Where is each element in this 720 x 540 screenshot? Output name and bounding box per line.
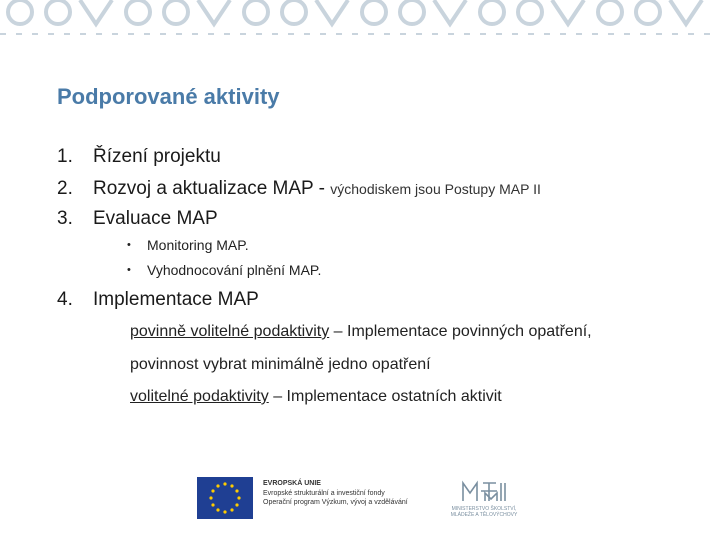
implementation-line [130, 388, 502, 406]
eu-stars [197, 477, 253, 519]
page-title: Podporované aktivity [57, 84, 280, 109]
list-item [57, 289, 259, 311]
list-item [57, 146, 221, 168]
list-label: Implementace MAP [93, 289, 259, 310]
sub-bullet [127, 237, 249, 253]
eu-flag-icon [197, 477, 253, 519]
header-pattern [0, 0, 720, 38]
list-label: Řízení projektu [93, 146, 221, 167]
implementation-text: povinnost vybrat minimálně jedno opatření [130, 356, 431, 373]
list-label: Evaluace MAP [93, 208, 218, 229]
sub-bullet-text: Monitoring MAP. [147, 237, 249, 253]
bullet-dot: • [127, 239, 131, 251]
eu-line: Evropské strukturální a investiční fondy [263, 489, 385, 497]
list-number: 2. [57, 178, 73, 199]
eu-line: Operační program Výzkum, vývoj a vzdělávání [263, 499, 408, 506]
sub-bullet [127, 262, 321, 278]
eu-text-block [263, 479, 408, 508]
eu-title: EVROPSKÁ UNIE [263, 480, 321, 487]
footer-logos [197, 476, 527, 520]
list-number: 3. [57, 208, 73, 229]
ministry-label: MINISTERSTVO ŠKOLSTVÍ, MLÁDEŽE A TĚLOVÝCHOVY [450, 506, 518, 518]
implementation-text: – Implementace ostatních aktivit [268, 388, 502, 405]
underlined-term: volitelné podaktivity [130, 388, 269, 405]
list-number: 1. [57, 146, 73, 167]
list-item [57, 208, 218, 230]
implementation-line [130, 356, 431, 374]
implementation-line [130, 323, 592, 341]
list-item [57, 178, 541, 200]
sub-bullet-text: Vyhodnocování plnění MAP. [147, 262, 322, 278]
list-label: Rozvoj a aktualizace MAP - [93, 178, 331, 199]
list-note: východiskem jsou Postupy MAP II [330, 181, 541, 197]
underlined-term: povinně volitelné podaktivity [130, 323, 330, 340]
bullet-dot: • [127, 264, 131, 276]
list-number: 4. [57, 289, 73, 310]
implementation-text: – Implementace povinných opatření, [329, 323, 592, 340]
